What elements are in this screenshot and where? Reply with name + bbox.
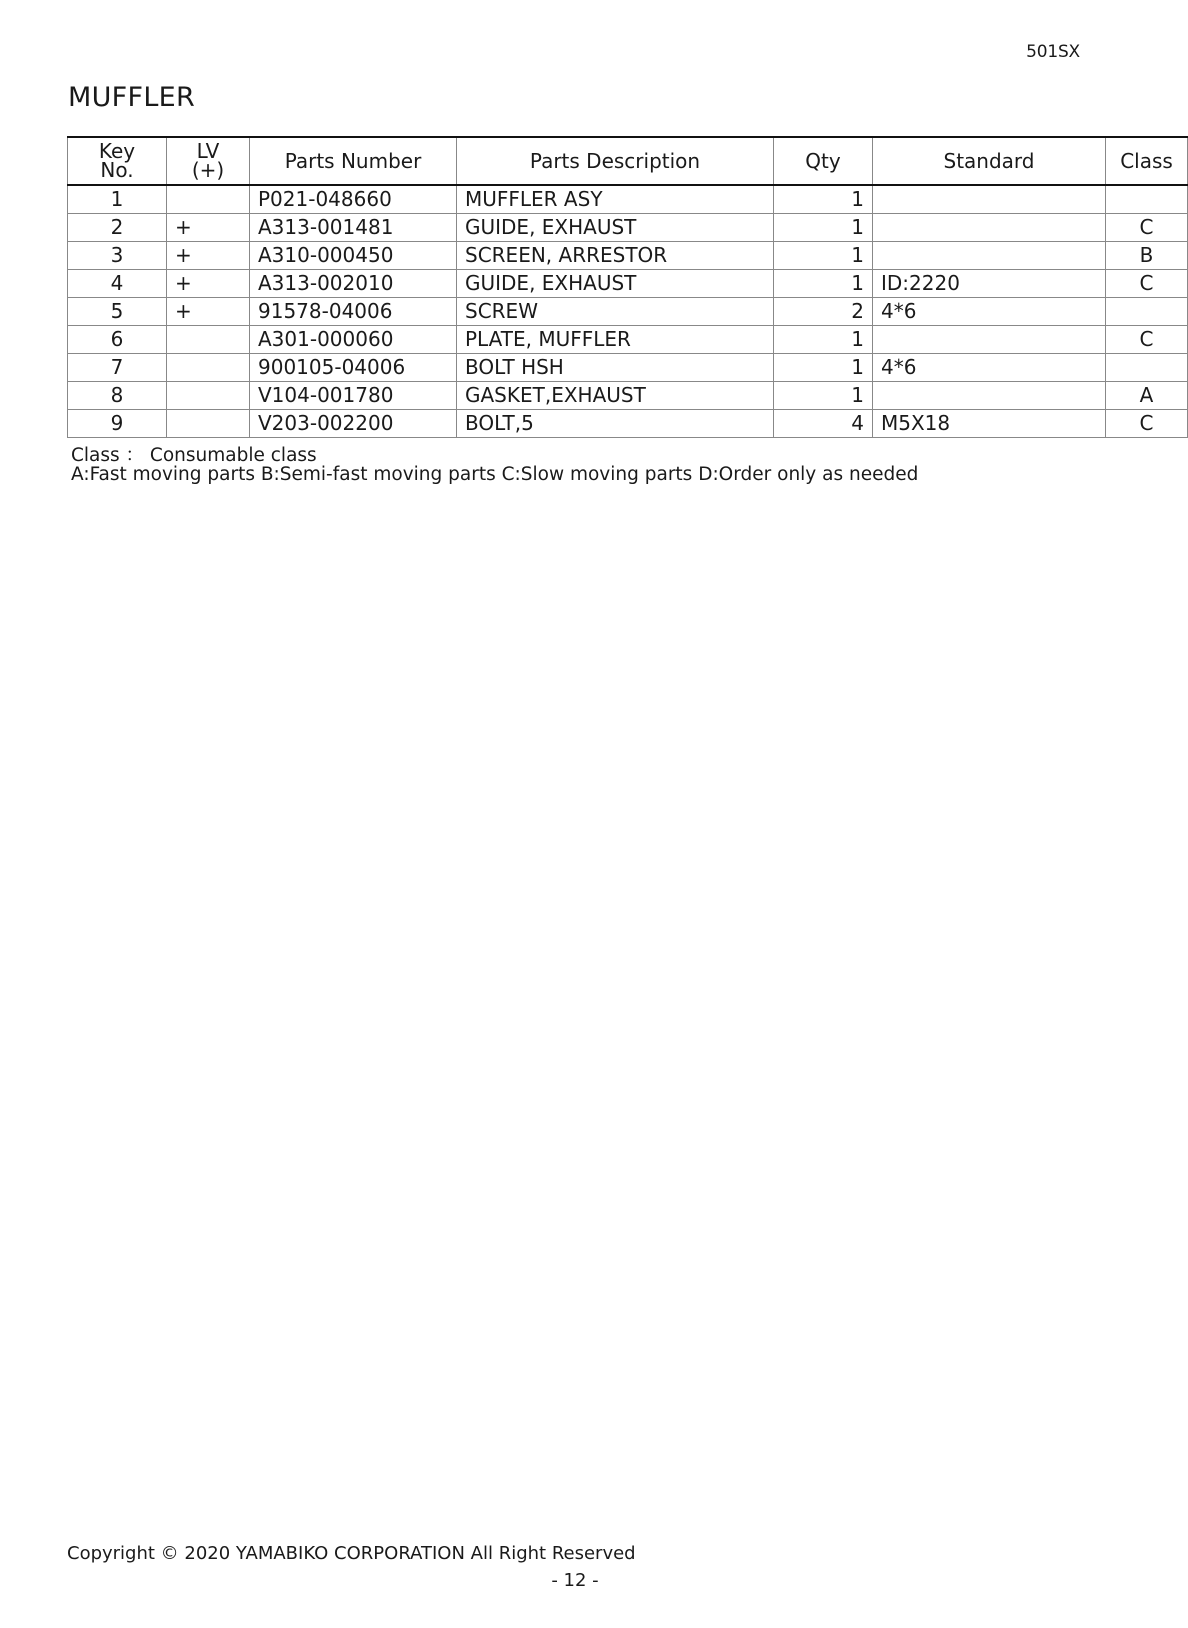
standard-cell (873, 185, 1106, 214)
column-header-parts-number: Parts Number (250, 137, 457, 185)
parts-description-cell: GUIDE, EXHAUST (457, 214, 774, 242)
parts-number-cell: A313-001481 (250, 214, 457, 242)
table-row (68, 298, 1188, 326)
column-header-qty: Qty (774, 137, 873, 185)
table-row (68, 410, 1188, 438)
standard-cell: 4*6 (873, 298, 1106, 326)
key-no-cell: 3 (68, 242, 167, 270)
standard-cell: M5X18 (873, 410, 1106, 438)
qty-cell: 1 (774, 214, 873, 242)
class-cell: B (1106, 242, 1188, 270)
lv-header-line1: LV (196, 139, 220, 163)
table-row (68, 382, 1188, 410)
qty-cell: 4 (774, 410, 873, 438)
lv-cell: + (167, 270, 250, 298)
key-no-cell: 5 (68, 298, 167, 326)
parts-description-cell: BOLT HSH (457, 354, 774, 382)
class-cell: C (1106, 214, 1188, 242)
parts-table-header-row (68, 137, 1188, 185)
table-row (68, 270, 1188, 298)
table-row (68, 214, 1188, 242)
parts-number-cell: P021-048660 (250, 185, 457, 214)
table-row (68, 185, 1188, 214)
parts-number-cell: A313-002010 (250, 270, 457, 298)
lv-cell (167, 382, 250, 410)
lv-cell (167, 410, 250, 438)
column-header-standard: Standard (873, 137, 1106, 185)
lv-header-line2: (+) (191, 158, 225, 182)
class-cell: A (1106, 382, 1188, 410)
qty-cell: 1 (774, 382, 873, 410)
parts-number-cell: A301-000060 (250, 326, 457, 354)
lv-cell (167, 354, 250, 382)
class-cell (1106, 354, 1188, 382)
parts-number-cell: 91578-04006 (250, 298, 457, 326)
key-no-cell: 1 (68, 185, 167, 214)
class-legend-line: A:Fast moving parts B:Semi-fast moving parts C:Slow moving parts D:Order only as needed (71, 464, 919, 485)
table-row (68, 326, 1188, 354)
parts-description-cell: SCREW (457, 298, 774, 326)
qty-cell: 1 (774, 354, 873, 382)
class-notes (71, 446, 918, 484)
table-row (68, 354, 1188, 382)
class-cell (1106, 185, 1188, 214)
copyright-text: Copyright © 2020 YAMABIKO CORPORATION All Right Reserved (67, 1543, 636, 1564)
key-no-cell: 8 (68, 382, 167, 410)
class-cell (1106, 298, 1188, 326)
lv-cell (167, 185, 250, 214)
qty-cell: 1 (774, 270, 873, 298)
qty-cell: 1 (774, 326, 873, 354)
lv-cell (167, 326, 250, 354)
key-header-line2: No. (100, 158, 134, 182)
qty-cell: 1 (774, 185, 873, 214)
section-title: MUFFLER (68, 82, 196, 113)
standard-cell (873, 326, 1106, 354)
standard-cell: ID:2220 (873, 270, 1106, 298)
model-code: 501SX (1026, 42, 1080, 62)
qty-cell: 2 (774, 298, 873, 326)
key-header-line1: Key (98, 139, 136, 163)
lv-cell: + (167, 214, 250, 242)
page-number: - 12 - (551, 1570, 599, 1591)
key-no-cell: 9 (68, 410, 167, 438)
column-header-lv (167, 137, 250, 185)
table-row (68, 242, 1188, 270)
class-cell: C (1106, 270, 1188, 298)
parts-number-cell: A310-000450 (250, 242, 457, 270)
key-no-cell: 6 (68, 326, 167, 354)
class-cell: C (1106, 410, 1188, 438)
lv-cell: + (167, 298, 250, 326)
parts-description-cell: BOLT,5 (457, 410, 774, 438)
column-header-key-no (68, 137, 167, 185)
qty-cell: 1 (774, 242, 873, 270)
parts-description-cell: GASKET,EXHAUST (457, 382, 774, 410)
parts-description-cell: GUIDE, EXHAUST (457, 270, 774, 298)
parts-number-cell: V203-002200 (250, 410, 457, 438)
parts-table-body (68, 185, 1188, 438)
class-note-line: Class ： Consumable class (71, 445, 317, 466)
column-header-class: Class (1106, 137, 1188, 185)
standard-cell: 4*6 (873, 354, 1106, 382)
parts-description-cell: PLATE, MUFFLER (457, 326, 774, 354)
key-no-cell: 7 (68, 354, 167, 382)
standard-cell (873, 242, 1106, 270)
parts-description-cell: SCREEN, ARRESTOR (457, 242, 774, 270)
parts-description-cell: MUFFLER ASY (457, 185, 774, 214)
standard-cell (873, 214, 1106, 242)
parts-number-cell: 900105-04006 (250, 354, 457, 382)
parts-table (67, 136, 1188, 438)
lv-cell: + (167, 242, 250, 270)
key-no-cell: 2 (68, 214, 167, 242)
column-header-parts-description: Parts Description (457, 137, 774, 185)
standard-cell (873, 382, 1106, 410)
key-no-cell: 4 (68, 270, 167, 298)
parts-number-cell: V104-001780 (250, 382, 457, 410)
class-cell: C (1106, 326, 1188, 354)
